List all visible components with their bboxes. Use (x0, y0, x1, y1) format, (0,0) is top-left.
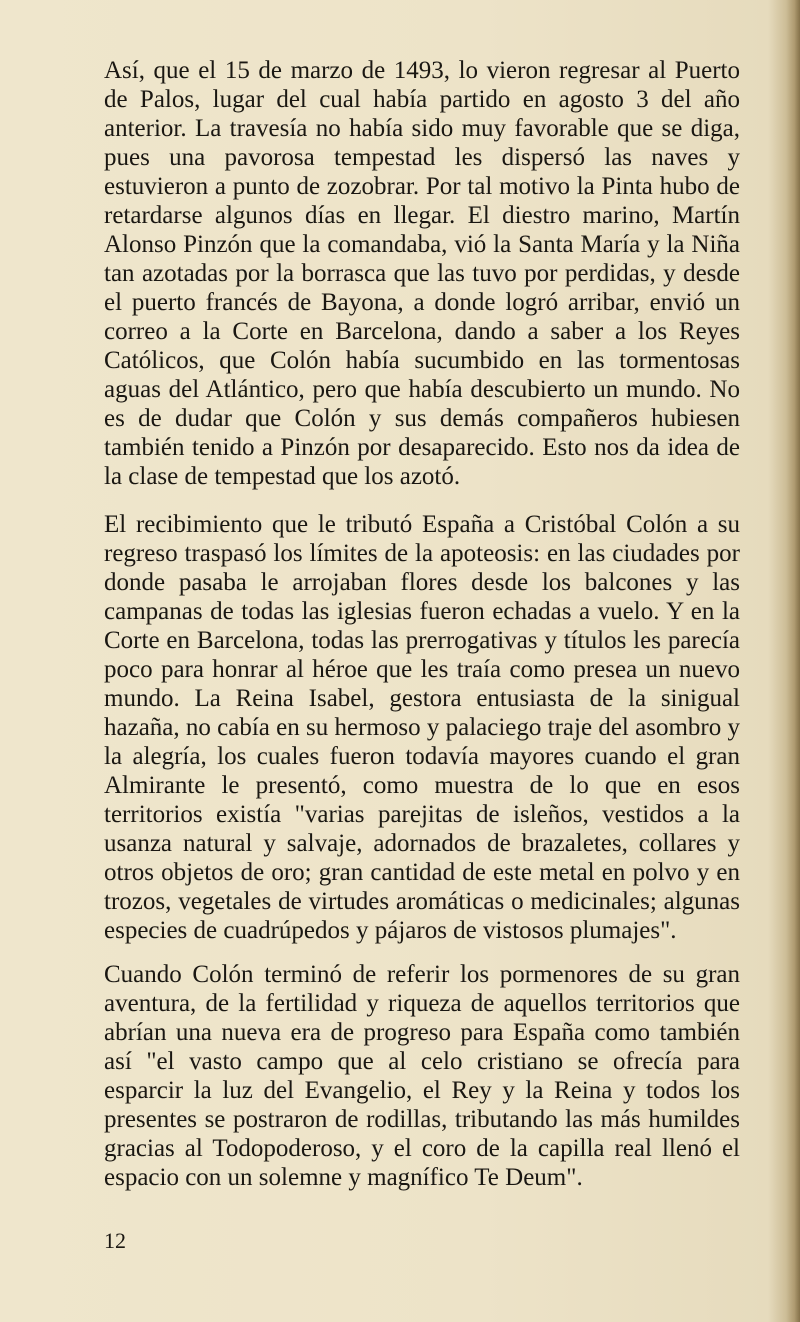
page-edge-shadow (786, 0, 800, 1322)
paragraph-te-deum: Cuando Colón terminó de referir los pormenores de su gran aventura, de la fertilidad y riqueza de aquellos territorios que abrían una nueva era de progreso para España como también así "el vasto campo que al celo cristiano se ofrecía para esparcir la luz del Evangelio, el Rey y la Reina y todos los presentes se postraron de rodillas, tributando las más humildes gracias al Todopoderoso, y el coro de la capilla real llenó el espacio con un solemne y magnífico Te Deum". (104, 961, 740, 1191)
page-number: 12 (104, 1228, 126, 1253)
paragraph-reception-in-spain: El recibimiento que le tributó España a Cristóbal Colón a su regreso traspasó los límites de la apoteosis: en las ciudades por donde pasaba le arrojaban flores desde los balcones y las campanas de todas las iglesias fueron echadas a vuelo. Y en la Corte en Barcelona, todas las prerrogativas y títulos les parecía poco para honrar al héroe que les traía como presea un nuevo mundo. La Reina Isabel, gestora entusiasta de la sinigual hazaña, no cabía en su hermoso y palaciego traje del asombro y la alegría, los cuales fueron todavía mayores cuando el gran Almirante le presentó, como muestra de lo que en esos territorios existía "varias parejitas de isleños, vestidos a la usanza natural y salvaje, adornados de brazaletes, collares y otros objetos de oro; gran cantidad de este metal en polvo y en trozos, vegetales de virtudes aromáticas o medicinales; algunas especies de cuadrúpedos y pájaros de vistosos plumajes". (104, 511, 740, 944)
paragraph-return-to-palos: Así, que el 15 de marzo de 1493, lo vieron regresar al Puerto de Palos, lugar del cual había partido en agosto 3 del año anterior. La travesía no había sido muy favorable que se diga, pues una pavorosa tempestad les dispersó las naves y estuvieron a punto de zozobrar. Por tal motivo la Pinta hubo de retardarse algunos días en llegar. El diestro marino, Martín Alonso Pinzón que la comandaba, vió la Santa María y la Niña tan azotadas por la borrasca que las tuvo por perdidas, y desde el puerto francés de Bayona, a donde logró arribar, envió un correo a la Corte en Barcelona, dando a saber a los Reyes Católicos, que Colón había sucumbido en las tormentosas aguas del Atlántico, pero que había descubierto un mundo. No es de dudar que Colón y sus demás compañeros hubiesen también tenido a Pinzón por desaparecido. Esto nos da idea de la clase de tempestad que los azotó. (104, 57, 740, 490)
